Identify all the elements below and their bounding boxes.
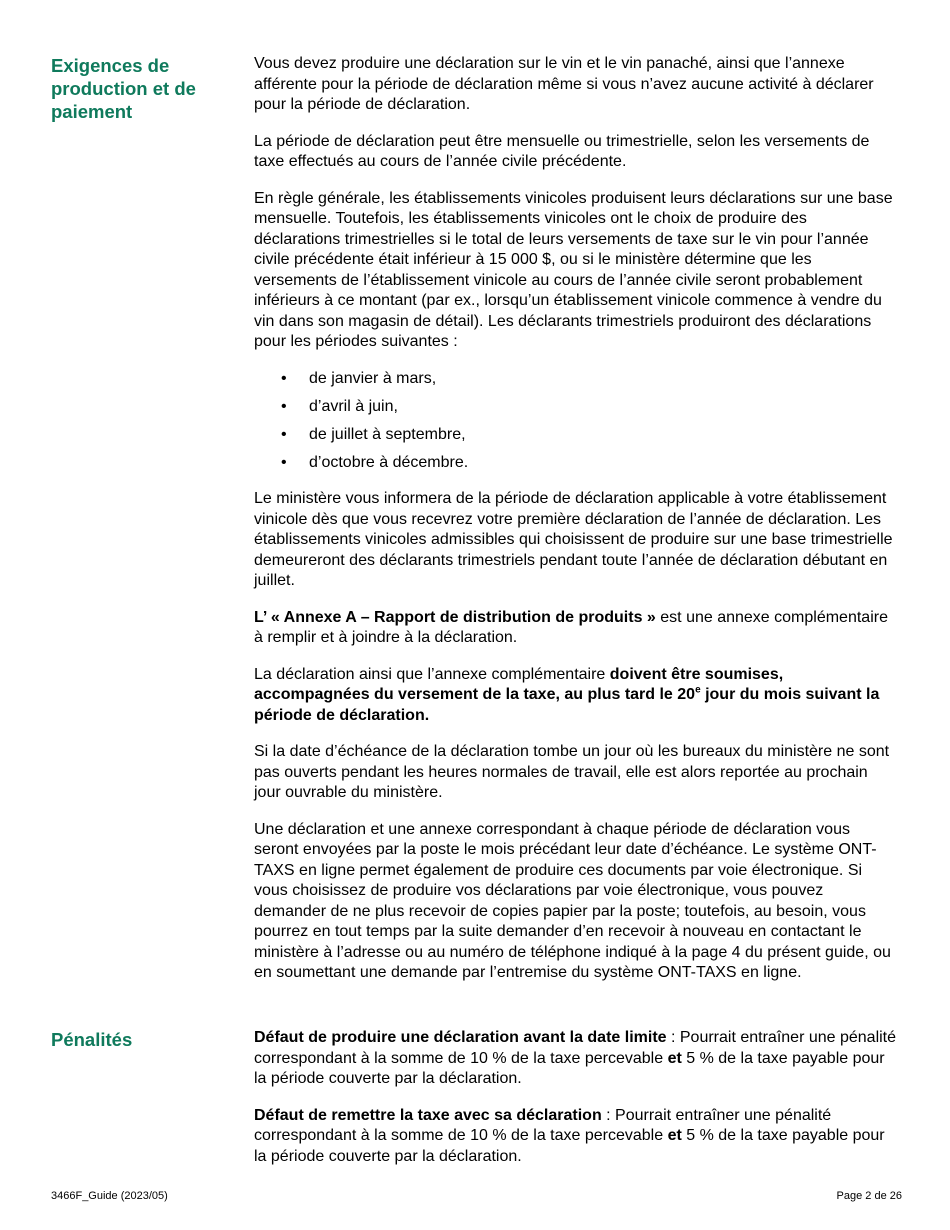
paragraph-deadline: La déclaration ainsi que l’annexe complémentaire doivent être soumises, accompagnées du versement de la taxe, au plus tard le 20e jour du mois suivant la période de déclaration. [254, 665, 880, 724]
paragraph-annex: L’ « Annexe A – Rapport de distribution de produits » est une annexe complémentaire à remplir et à joindre à la déclaration. [254, 608, 888, 646]
section-title: Exigences de production et de paiement [51, 55, 196, 122]
bullet-icon: • [281, 369, 287, 387]
paragraph: Le ministère vous informera de la période de déclaration applicable à votre établissement vinicole dès que vous recevrez votre première déclaration de l’année de déclaration. Les établissements vinicoles admissibles qui choisissent de produire sur une base trimestrielle demeureront des déclarants trimestriels pendant toute l’année de déclaration débutant en juillet. [254, 490, 893, 589]
section-body [254, 1028, 897, 1183]
footer-page-number: Page 2 de 26 [836, 1190, 902, 1202]
paragraph: Une déclaration et une annexe correspondant à chaque période de déclaration vous seront envoyées par la poste le mois précédant leur date d’échéance. Le système ONT-TAXS en ligne permet également de produire ces documents par voie électronique. Si vous choisissez de produire vos déclarations par voie électronique, vous pouvez demander de ne plus recevoir de copies papier par la poste; toutefois, au besoin, vous pourrez en tout temps par la suite demander d’en recevoir à nouveau en contactant le ministère à l’adresse ou au numéro de téléphone indiqué à la page 4 du présent guide, ou en soumettant une demande par l’entremise du système ONT-TAXS en ligne. [254, 820, 891, 981]
penalty-item: Défaut de produire une déclaration avant la date limite : Pourrait entraîner une pénalité correspondant à la somme de 10 % de la taxe percevable et 5 % de la taxe payable pour la période couverte par la déclaration. [254, 1029, 897, 1087]
section-title: Pénalités [51, 1029, 133, 1050]
list-item: • de juillet à septembre, [254, 425, 897, 446]
list-item: • d’octobre à décembre. [254, 453, 897, 474]
list-item: • de janvier à mars, [254, 369, 897, 390]
penalty-item: Défaut de remettre la taxe avec sa déclaration : Pourrait entraîner une pénalité correspondant à la somme de 10 % de la taxe percevable et 5 % de la taxe payable pour la période couverte par la déclaration. [254, 1106, 885, 1165]
paragraph: Si la date d’échéance de la déclaration tombe un jour où les bureaux du ministère ne sont pas ouverts pendant les heures normales de travail, elle est alors reportée au prochain jour ouvrable du ministère. [254, 743, 890, 801]
footer-doc-id: 3466F_Guide (2023/05) [51, 1190, 168, 1202]
list-item: • d’avril à juin, [254, 397, 897, 418]
paragraph: Vous devez produire une déclaration sur le vin et le vin panaché, ainsi que l’annexe afférente pour la période de déclaration même si vous n’avez aucune activité à déclarer pour la période de déclaration. [254, 55, 874, 113]
quarter-list [254, 369, 897, 474]
paragraph: En règle générale, les établissements vinicoles produisent leurs déclarations sur une base mensuelle. Toutefois, les établissements vinicoles ont le choix de produire des déclarations trimestrielles si le total de leurs versements de taxe sur le vin pour l’année civile précédente était inférieur à 15 000 $, ou si le ministère détermine que les versements de l’établissement vinicole au cours de l’année civile seront probablement inférieurs à ce montant (par ex., lorsqu’un établissement vinicole commence à vendre du vin dans son magasin de détail). Les déclarants trimestriels produiront des déclarations pour les périodes suivantes : [254, 189, 893, 350]
paragraph: La période de déclaration peut être mensuelle ou trimestrielle, selon les versements de taxe effectués au cours de l’année civile précédente. [254, 132, 870, 170]
bullet-icon: • [281, 397, 287, 415]
section-body [254, 54, 897, 1000]
bullet-icon: • [281, 453, 287, 471]
bullet-icon: • [281, 425, 287, 443]
